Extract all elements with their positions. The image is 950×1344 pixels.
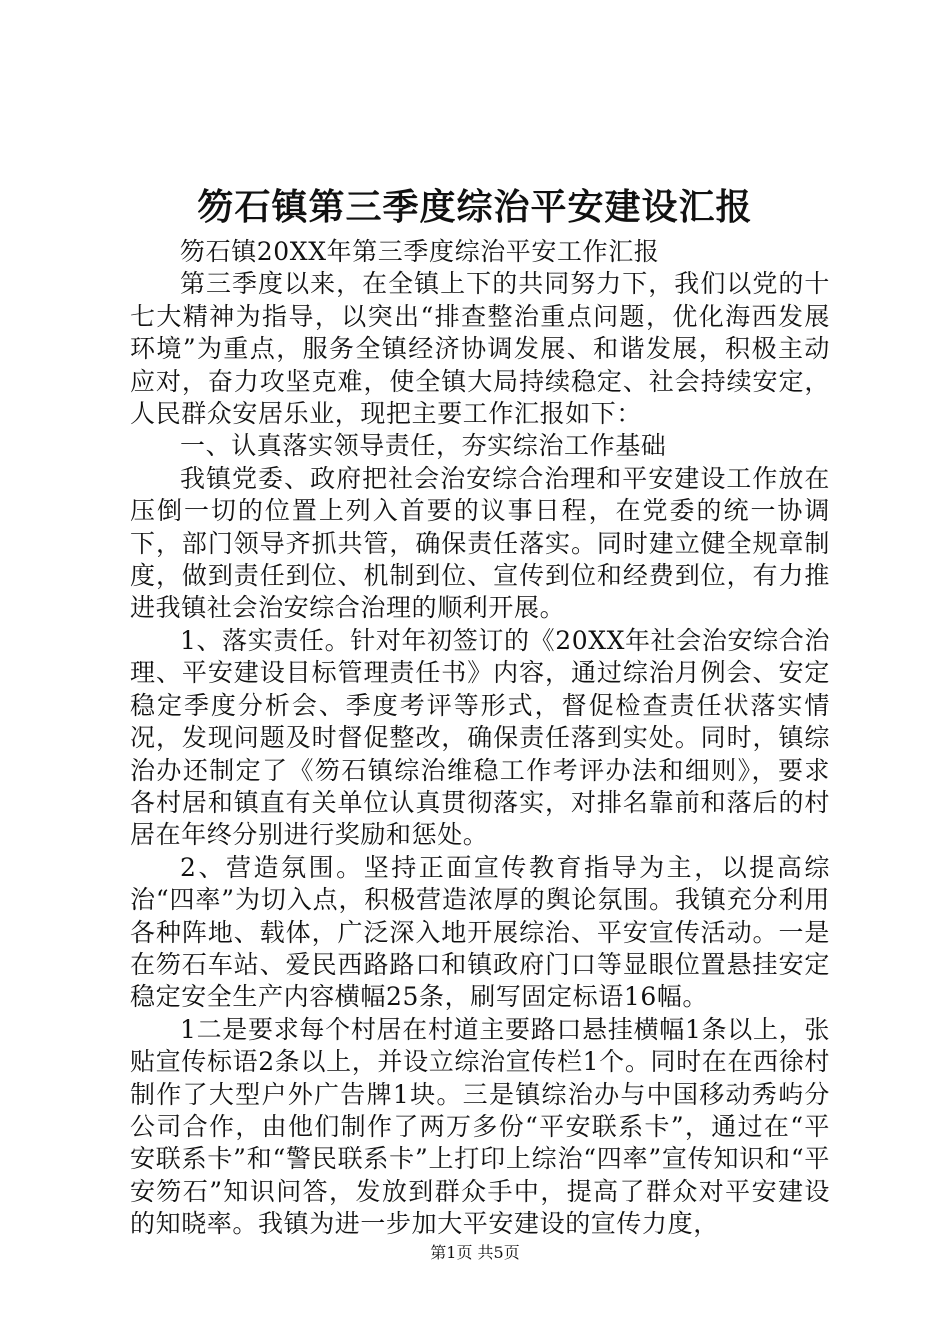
paragraph-item-1: 1、落实责任。针对年初签订的《20XX年社会治安综合治理、平安建设目标管理责任书》内容，通过综治月例会、安定稳定季度分析会、季度考评等形式，督促检查责任状落实情况，发现问题及时督促整改，确保责任落到实处。同时，镇综治办还制定了《笏石镇综治维稳工作考评办法和细则》，要求各村居和镇直有关单位认真贯彻落实，对排名靠前和落后的村居在年终分别进行奖励和惩处。: [130, 625, 830, 850]
paragraph-intro: 第三季度以来，在全镇上下的共同努力下，我们以党的十七大精神为指导，以突出“排查整治重点问题，优化海西发展环境”为重点，服务全镇经济协调发展、和谐发展，积极主动应对，奋力攻坚克难，使全镇大局持续稳定、社会持续安定，人民群众安居乐业，现把主要工作汇报如下：: [130, 269, 830, 429]
page-footer: 第1页 共5页: [430, 1243, 520, 1262]
paragraph-subtitle: 笏石镇20XX年第三季度综治平安工作汇报: [180, 237, 660, 266]
section-heading-1: 一、认真落实领导责任，夯实综治工作基础: [180, 431, 667, 461]
document-body: [130, 236, 830, 1241]
paragraph-item-2: 2、营造氛围。坚持正面宣传教育指导为主，以提高综治“四率”为切入点，积极营造浓厚的舆论氛围。我镇充分利用各种阵地、载体，广泛深入地开展综治、平安宣传活动。一是在笏石车站、爱民西路路口和镇政府门口等显眼位置悬挂安定稳定安全生产内容横幅25条，刷写固定标语16幅。: [130, 852, 830, 1012]
document-title: 笏石镇第三季度综治平安建设汇报: [197, 186, 753, 228]
paragraph-section-1: 我镇党委、政府把社会治安综合治理和平安建设工作放在压倒一切的位置上列入首要的议事日程，在党委的统一协调下，部门领导齐抓共管，确保责任落实。同时建立健全规章制度，做到责任到位、机制到位、宣传到位和经费到位，有力推进我镇社会治安综合治理的顺利开展。: [130, 463, 830, 623]
paragraph-item-2-continued: 1二是要求每个村居在村道主要路口悬挂横幅1条以上，张贴宣传标语2条以上，并设立综治宣传栏1个。同时在在西徐村制作了大型户外广告牌1块。三是镇综治办与中国移动秀屿分公司合作，由他们制作了两万多份“平安联系卡”，通过在“平安联系卡”和“警民联系卡”上打印上综治“四率”宣传知识和“平安笏石”知识问答，发放到群众手中，提高了群众对平安建设的知晓率。我镇为进一步加大平安建设的宣传力度，: [130, 1014, 830, 1239]
